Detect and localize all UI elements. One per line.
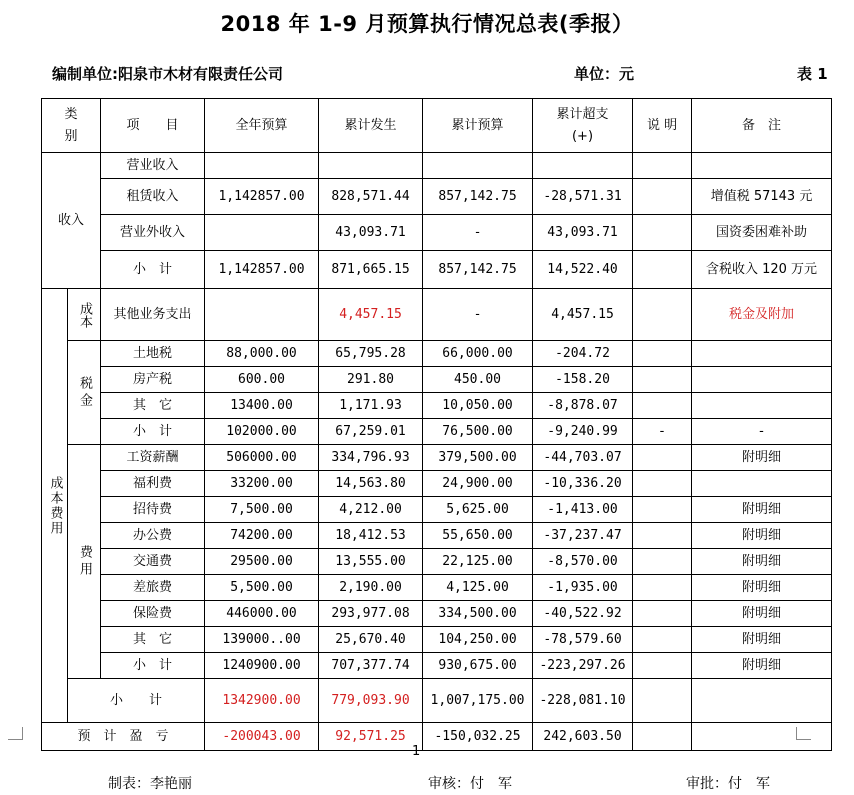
table-row — [42, 523, 832, 549]
annual-budget-cell: 139000..00 — [205, 627, 319, 653]
cumulative-budget-cell: -150,032.25 — [423, 723, 533, 751]
explanation-cell — [633, 601, 692, 627]
item-label: 其 它 — [101, 627, 205, 653]
cumulative-budget-cell: 857,142.75 — [423, 251, 533, 289]
cumulative-actual-cell: 25,670.40 — [319, 627, 423, 653]
explanation-cell — [633, 627, 692, 653]
remark-cell: 增值税 57143 元 — [692, 179, 832, 215]
item-label: 交通费 — [101, 549, 205, 575]
remark-cell: 含税收入 120 万元 — [692, 251, 832, 289]
item-label: 小 计 — [101, 653, 205, 679]
explanation-cell — [633, 723, 692, 751]
cumulative-budget-cell: 379,500.00 — [423, 445, 533, 471]
explanation-cell — [633, 497, 692, 523]
section-label-cost-total: 成本费用 — [42, 289, 68, 723]
annual-budget-cell: 5,500.00 — [205, 575, 319, 601]
remark-cell — [692, 153, 832, 179]
annual-budget-cell: 506000.00 — [205, 445, 319, 471]
excess-cell: -8,878.07 — [533, 393, 633, 419]
cumulative-budget-cell: 5,625.00 — [423, 497, 533, 523]
remark-cell: 附明细 — [692, 575, 832, 601]
remark-cell: 附明细 — [692, 627, 832, 653]
table-row — [42, 679, 832, 723]
item-label: 租赁收入 — [101, 179, 205, 215]
cumulative-budget-cell: 66,000.00 — [423, 341, 533, 367]
excess-cell: -228,081.10 — [533, 679, 633, 723]
excess-cell — [533, 153, 633, 179]
column-header-cumulative-budget: 累计预算 — [423, 99, 533, 153]
column-header-cumulative-actual: 累计发生 — [319, 99, 423, 153]
cumulative-actual-cell: 67,259.01 — [319, 419, 423, 445]
annual-budget-cell: 1,142857.00 — [205, 179, 319, 215]
remark-cell: - — [692, 419, 832, 445]
cumulative-actual-cell: 871,665.15 — [319, 251, 423, 289]
cumulative-budget-cell: - — [423, 215, 533, 251]
remark-cell: 附明细 — [692, 653, 832, 679]
excess-cell: -44,703.07 — [533, 445, 633, 471]
column-header-item: 项 目 — [101, 99, 205, 153]
excess-cell: 43,093.71 — [533, 215, 633, 251]
item-label: 预 计 盈 亏 — [42, 723, 205, 751]
cumulative-actual-cell: 4,457.15 — [319, 289, 423, 341]
cumulative-budget-cell: 22,125.00 — [423, 549, 533, 575]
excess-cell: -1,935.00 — [533, 575, 633, 601]
excess-cell: 242,603.50 — [533, 723, 633, 751]
cumulative-actual-cell: 828,571.44 — [319, 179, 423, 215]
cumulative-budget-cell: 55,650.00 — [423, 523, 533, 549]
header-row — [42, 99, 832, 153]
excess-cell: -9,240.99 — [533, 419, 633, 445]
item-label: 保险费 — [101, 601, 205, 627]
remark-cell: 附明细 — [692, 497, 832, 523]
cumulative-actual-cell: 1,171.93 — [319, 393, 423, 419]
corner-mark-left — [8, 727, 23, 740]
cumulative-actual-cell: 4,212.00 — [319, 497, 423, 523]
item-label: 招待费 — [101, 497, 205, 523]
cumulative-actual-cell: 92,571.25 — [319, 723, 423, 751]
annual-budget-cell: 88,000.00 — [205, 341, 319, 367]
explanation-cell — [633, 215, 692, 251]
page-title: 2018 年 1-9 月预算执行情况总表(季报） — [220, 12, 634, 36]
cumulative-actual-cell — [319, 153, 423, 179]
table-row — [42, 393, 832, 419]
column-header-annual-budget: 全年预算 — [205, 99, 319, 153]
annual-budget-cell: 1342900.00 — [205, 679, 319, 723]
explanation-cell — [633, 179, 692, 215]
section-label-tax: 税金 — [68, 341, 101, 445]
explanation-cell — [633, 523, 692, 549]
cumulative-actual-cell: 707,377.74 — [319, 653, 423, 679]
column-header-category: 类 别 — [42, 99, 101, 153]
table-row — [42, 179, 832, 215]
explanation-cell: - — [633, 419, 692, 445]
explanation-cell — [633, 471, 692, 497]
excess-cell: -37,237.47 — [533, 523, 633, 549]
annual-budget-cell: 13400.00 — [205, 393, 319, 419]
reviewer-signature: 审核：付 军 — [428, 776, 512, 792]
remark-cell — [692, 367, 832, 393]
item-label: 土地税 — [101, 341, 205, 367]
cumulative-actual-cell: 14,563.80 — [319, 471, 423, 497]
explanation-cell — [633, 251, 692, 289]
excess-cell: -8,570.00 — [533, 549, 633, 575]
annual-budget-cell: 600.00 — [205, 367, 319, 393]
section-label-expense: 费用 — [68, 445, 101, 679]
explanation-cell — [633, 393, 692, 419]
cumulative-actual-cell: 2,190.00 — [319, 575, 423, 601]
annual-budget-cell: 102000.00 — [205, 419, 319, 445]
excess-cell: -78,579.60 — [533, 627, 633, 653]
explanation-cell — [633, 341, 692, 367]
item-label: 其他业务支出 — [101, 289, 205, 341]
cumulative-budget-cell: 76,500.00 — [423, 419, 533, 445]
excess-cell: -223,297.26 — [533, 653, 633, 679]
cumulative-budget-cell: 334,500.00 — [423, 601, 533, 627]
section-label-revenue: 收入 — [42, 153, 101, 289]
annual-budget-cell — [205, 215, 319, 251]
cumulative-budget-cell: 24,900.00 — [423, 471, 533, 497]
explanation-cell — [633, 549, 692, 575]
table-row — [42, 367, 832, 393]
excess-cell: -204.72 — [533, 341, 633, 367]
preparer-signature: 制表：李艳丽 — [108, 776, 192, 792]
excess-cell: 4,457.15 — [533, 289, 633, 341]
explanation-cell — [633, 575, 692, 601]
excess-cell: -28,571.31 — [533, 179, 633, 215]
annual-budget-cell: -200043.00 — [205, 723, 319, 751]
explanation-cell — [633, 153, 692, 179]
page-number: 1 — [412, 744, 421, 759]
explanation-cell — [633, 367, 692, 393]
annual-budget-cell: 1240900.00 — [205, 653, 319, 679]
table-row — [42, 289, 832, 341]
item-label: 小 计 — [101, 251, 205, 289]
table-row — [42, 251, 832, 289]
table-row — [42, 723, 832, 751]
table-number: 表 1 — [797, 65, 828, 83]
table-row — [42, 471, 832, 497]
annual-budget-cell — [205, 289, 319, 341]
annual-budget-cell: 7,500.00 — [205, 497, 319, 523]
item-label: 房产税 — [101, 367, 205, 393]
item-label: 福利费 — [101, 471, 205, 497]
cumulative-budget-cell: 104,250.00 — [423, 627, 533, 653]
column-header-remarks: 备 注 — [692, 99, 832, 153]
item-label: 小 计 — [68, 679, 205, 723]
item-label: 小 计 — [101, 419, 205, 445]
annual-budget-cell: 74200.00 — [205, 523, 319, 549]
cumulative-actual-cell: 779,093.90 — [319, 679, 423, 723]
cumulative-actual-cell: 18,412.53 — [319, 523, 423, 549]
table-row — [42, 419, 832, 445]
table-row — [42, 215, 832, 251]
table-row — [42, 549, 832, 575]
cumulative-actual-cell: 13,555.00 — [319, 549, 423, 575]
table-row — [42, 497, 832, 523]
explanation-cell — [633, 653, 692, 679]
table-row — [42, 653, 832, 679]
annual-budget-cell — [205, 153, 319, 179]
cumulative-budget-cell: 1,007,175.00 — [423, 679, 533, 723]
remark-cell: 税金及附加 — [692, 289, 832, 341]
currency-unit: 单位：元 — [574, 65, 635, 83]
remark-cell — [692, 393, 832, 419]
explanation-cell — [633, 289, 692, 341]
excess-cell: -158.20 — [533, 367, 633, 393]
remark-cell: 附明细 — [692, 523, 832, 549]
corner-mark-right — [796, 727, 811, 740]
cumulative-actual-cell: 334,796.93 — [319, 445, 423, 471]
table-row — [42, 627, 832, 653]
remark-cell: 国资委困难补助 — [692, 215, 832, 251]
table-row — [42, 153, 832, 179]
table-row — [42, 341, 832, 367]
column-header-explanation: 说 明 — [633, 99, 692, 153]
annual-budget-cell: 33200.00 — [205, 471, 319, 497]
remark-cell — [692, 471, 832, 497]
approver-signature: 审批：付 军 — [686, 776, 770, 792]
excess-cell: -40,522.92 — [533, 601, 633, 627]
item-label: 其 它 — [101, 393, 205, 419]
item-label: 营业外收入 — [101, 215, 205, 251]
item-label: 工资薪酬 — [101, 445, 205, 471]
table-row — [42, 601, 832, 627]
table-row — [42, 575, 832, 601]
item-label: 营业收入 — [101, 153, 205, 179]
remark-cell: 附明细 — [692, 601, 832, 627]
explanation-cell — [633, 445, 692, 471]
excess-cell: -1,413.00 — [533, 497, 633, 523]
cumulative-actual-cell: 43,093.71 — [319, 215, 423, 251]
remark-cell: 附明细 — [692, 549, 832, 575]
cumulative-budget-cell: - — [423, 289, 533, 341]
cumulative-budget-cell: 857,142.75 — [423, 179, 533, 215]
section-label-cost: 成本 — [68, 289, 101, 341]
column-header-excess: 累计超支 (+) — [533, 99, 633, 153]
item-label: 差旅费 — [101, 575, 205, 601]
annual-budget-cell: 446000.00 — [205, 601, 319, 627]
annual-budget-cell: 1,142857.00 — [205, 251, 319, 289]
item-label: 办公费 — [101, 523, 205, 549]
excess-cell: -10,336.20 — [533, 471, 633, 497]
cumulative-budget-cell: 450.00 — [423, 367, 533, 393]
remark-cell: 附明细 — [692, 445, 832, 471]
remark-cell — [692, 679, 832, 723]
explanation-cell — [633, 679, 692, 723]
budget-execution-table — [41, 98, 832, 751]
remark-cell — [692, 341, 832, 367]
cumulative-budget-cell: 10,050.00 — [423, 393, 533, 419]
annual-budget-cell: 29500.00 — [205, 549, 319, 575]
cumulative-actual-cell: 65,795.28 — [319, 341, 423, 367]
table-row — [42, 445, 832, 471]
excess-cell: 14,522.40 — [533, 251, 633, 289]
cumulative-budget-cell: 930,675.00 — [423, 653, 533, 679]
cumulative-budget-cell: 4,125.00 — [423, 575, 533, 601]
cumulative-actual-cell: 293,977.08 — [319, 601, 423, 627]
cumulative-budget-cell — [423, 153, 533, 179]
cumulative-actual-cell: 291.80 — [319, 367, 423, 393]
compiling-unit: 编制单位:阳泉市木材有限责任公司 — [52, 65, 284, 83]
